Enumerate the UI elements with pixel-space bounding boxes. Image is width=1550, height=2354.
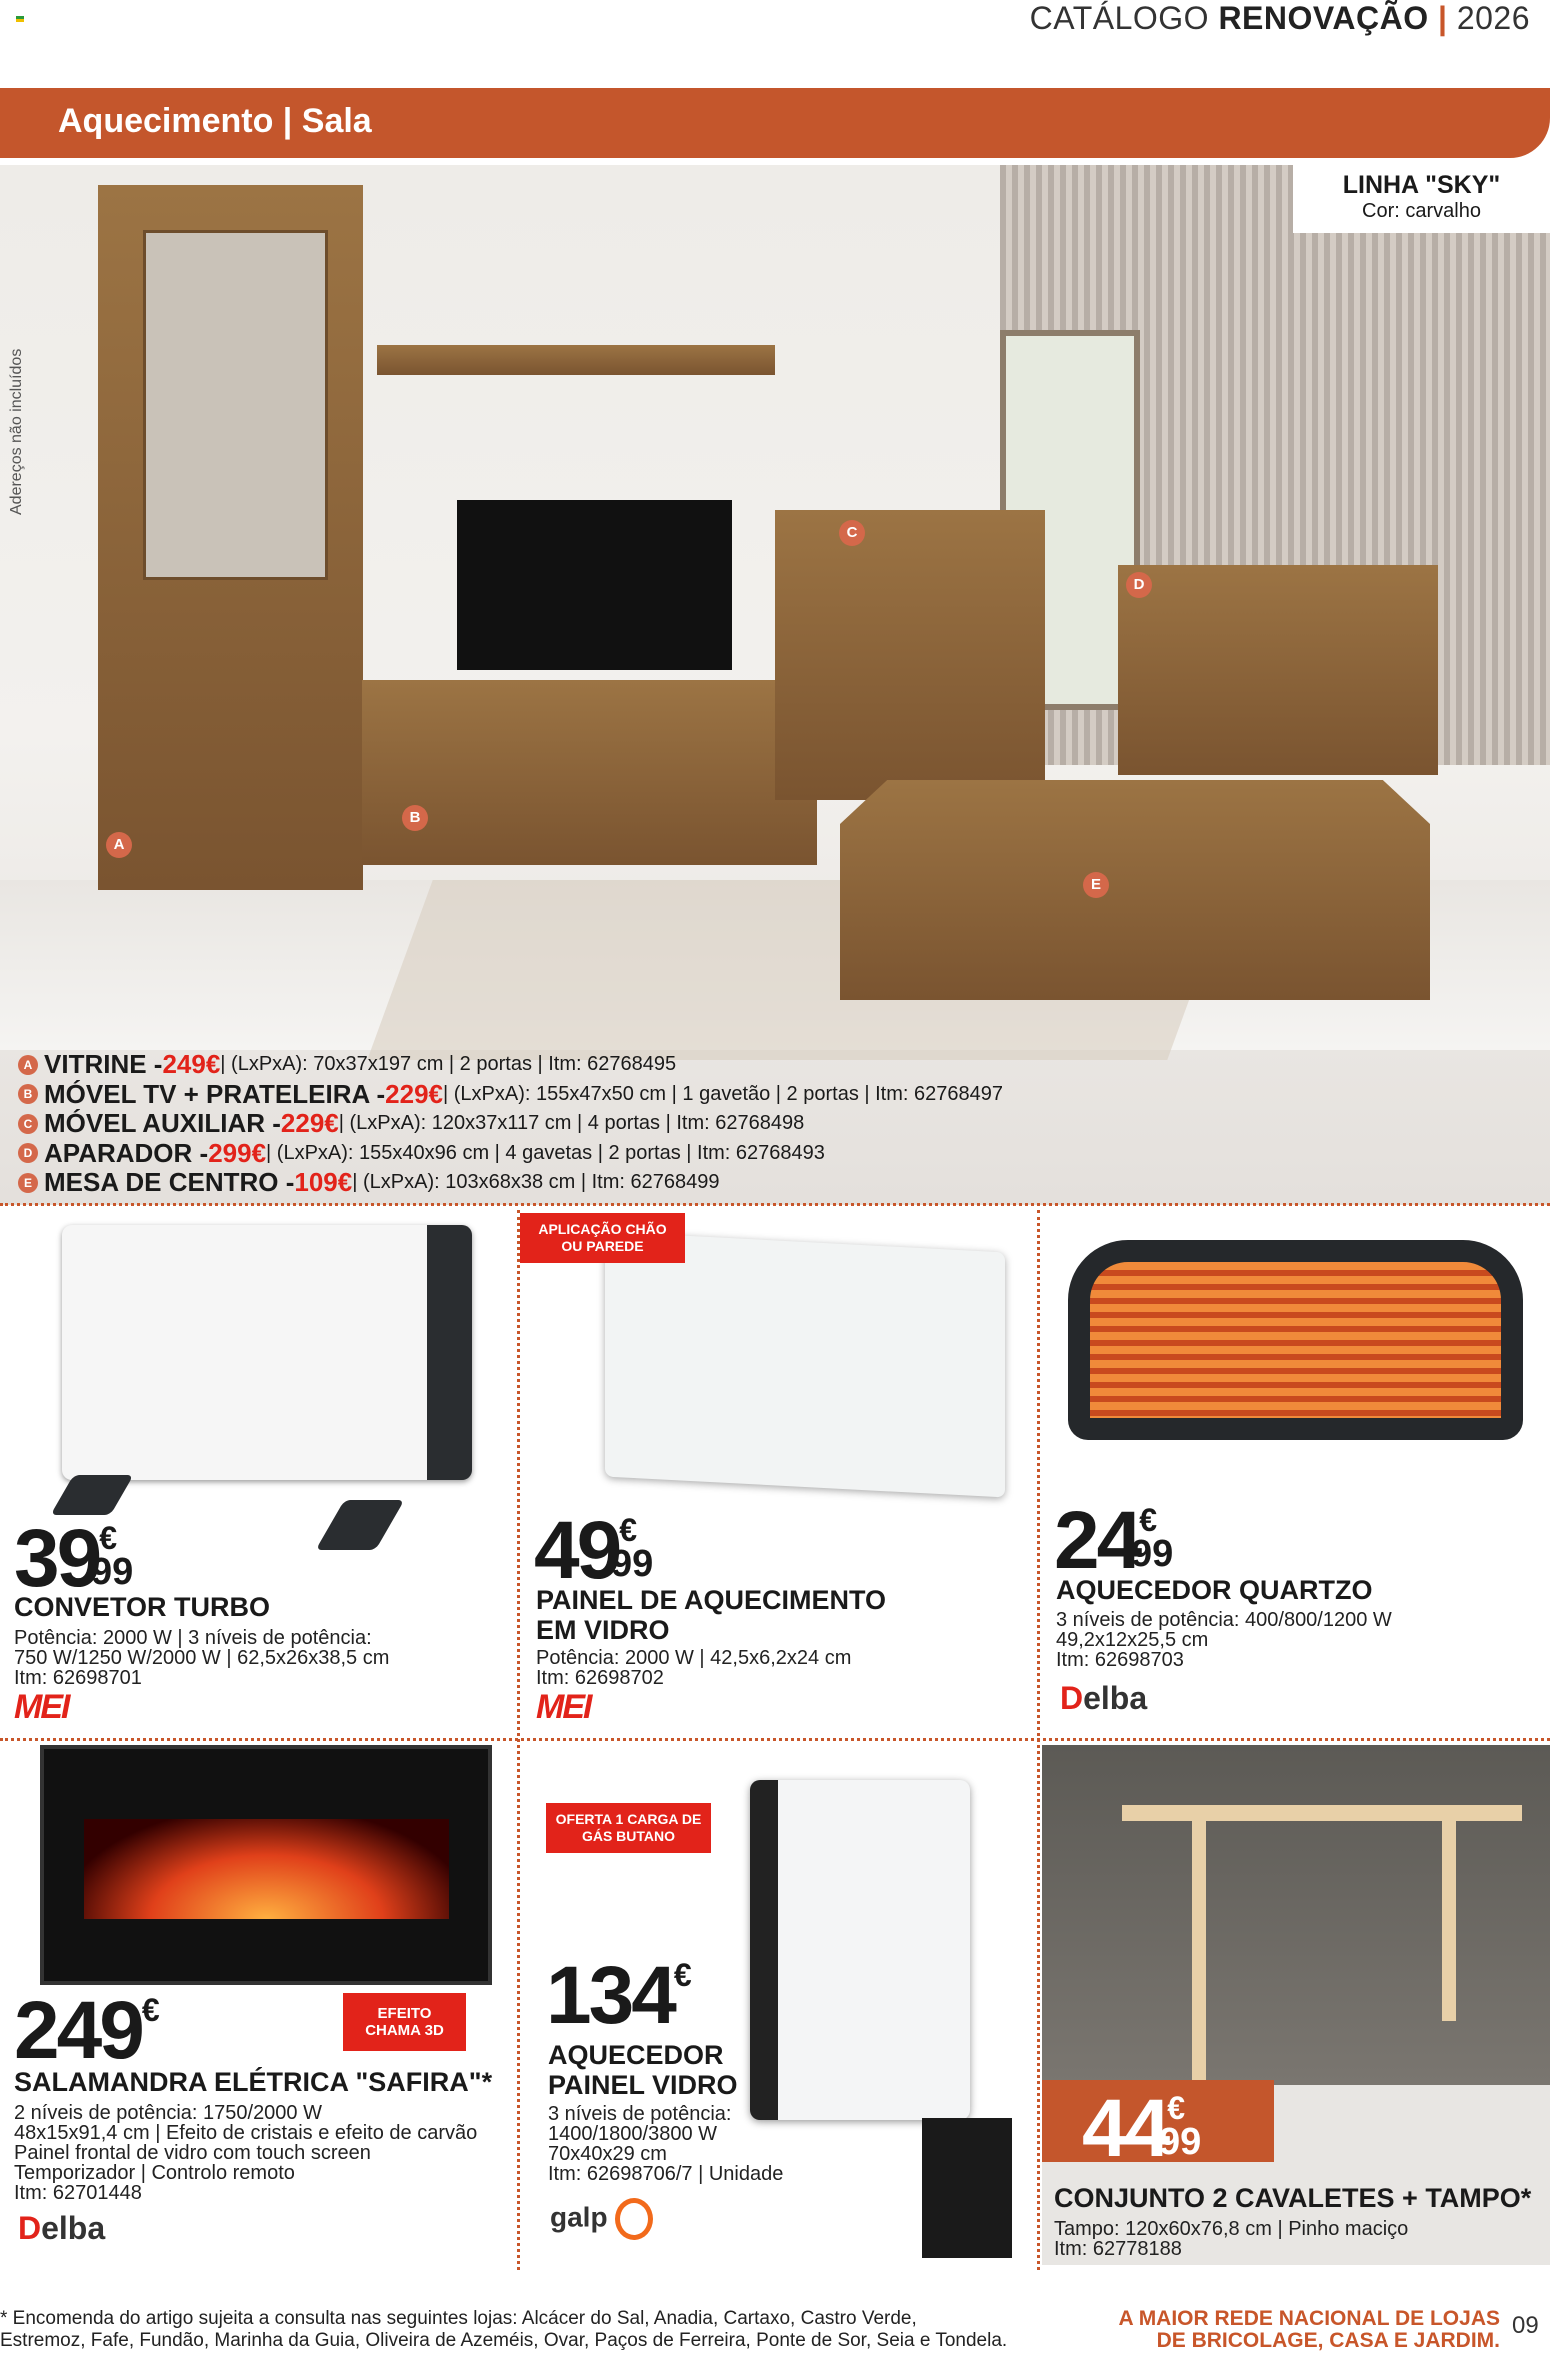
brand-logo-elba: Delba: [18, 2210, 106, 2246]
auxiliary-cabinet: [775, 510, 1045, 800]
furniture-list: [18, 1050, 1003, 1198]
marker-b: B: [402, 805, 428, 831]
marker-c: C: [839, 520, 865, 546]
divider: [1037, 1210, 1040, 2270]
coffee-table: [840, 780, 1430, 1000]
price: $49^€_{99}$: [534, 1505, 654, 1596]
table-top: [1122, 1805, 1522, 1821]
item-price: 229€: [280, 1108, 339, 1138]
item-name: MÓVEL AUXILIAR -: [44, 1108, 281, 1138]
product-name: CONVETOR TURBO: [14, 1592, 271, 1622]
price: $39^€_{99}$: [14, 1513, 134, 1604]
catalog-header: CATÁLOGO RENOVAÇÃO | 2026: [1029, 0, 1530, 36]
item-price: 109€: [294, 1167, 353, 1197]
product-desc: Tampo: 120x60x76,8 cm | Pinho maciço Itm: 62778188: [1054, 2218, 1409, 2260]
product-name: SALAMANDRA ELÉTRICA "SAFIRA"*: [14, 2067, 493, 2097]
section-banner: [0, 88, 1550, 158]
section-title: Aquecimento | Sala: [58, 102, 372, 140]
footnote: * Encomenda do artigo sujeita a consulta nas seguintes lojas: Alcácer do Sal, Anadia, Cartaxo, Castro Verde, Estremoz, Fafe, Fundão, Marinha da Guia, Oliveira de Azeméis, Ovar, Paços de Ferreira, Ponte de Sor, Seia e Tondela.: [0, 2308, 1008, 2351]
props-note: Adereços não incluídos: [8, 348, 25, 515]
tv: [457, 500, 732, 670]
trestle-leg: [1442, 1821, 1456, 2021]
gas-bottle-heater-image: [922, 2118, 1012, 2258]
vitrine-glass: [143, 230, 328, 580]
list-item: [18, 1109, 1003, 1139]
item-details: | (LxPxA): 103x68x38 cm | Itm: 62768499: [352, 1171, 720, 1193]
product-desc: 3 níveis de potência: 1400/1800/3800 W 70x40x29 cm Itm: 62698706/7 | Unidade: [548, 2103, 784, 2185]
list-item: [18, 1080, 1003, 1110]
brand-logo-elba: Delba: [1060, 1680, 1148, 1716]
gas-heater-image: [750, 1780, 970, 2120]
promo-tag: APLICAÇÃO CHÃO OU PAREDE: [520, 1213, 685, 1263]
letter-badge: B: [18, 1084, 38, 1104]
letter-badge: E: [18, 1173, 38, 1193]
letter-badge: A: [18, 1055, 38, 1075]
letter-badge: C: [18, 1114, 38, 1134]
marker-d: D: [1126, 572, 1152, 598]
item-details: | (LxPxA): 155x40x96 cm | 4 gavetas | 2 portas | Itm: 62768493: [266, 1141, 825, 1164]
price: 134€: [546, 1950, 692, 2041]
line-color: Cor: carvalho: [1362, 200, 1481, 222]
quartz-heater-image: [1068, 1240, 1523, 1440]
price: 249€: [14, 1985, 160, 2076]
product-desc: Potência: 2000 W | 3 níveis de potência: 750 W/1250 W/2000 W | 62,5x26x38,5 cm Itm: 62698701: [14, 1627, 390, 1689]
promo-tag: OFERTA 1 CARGA DE GÁS BUTANO: [546, 1803, 711, 1853]
item-price: 299€: [208, 1137, 267, 1168]
list-item: [18, 1139, 1003, 1169]
product-desc: 2 níveis de potência: 1750/2000 W 48x15x91,4 cm | Efeito de cristais e efeito de carvão Painel frontal de vidro com touch screen Temporizador | Controlo remoto Itm: 62701448: [14, 2102, 478, 2204]
product-desc: Potência: 2000 W | 42,5x6,2x24 cm Itm: 62698702: [536, 1647, 852, 1689]
item-name: MÓVEL TV + PRATELEIRA -: [44, 1078, 386, 1109]
item-name: APARADOR -: [44, 1137, 209, 1168]
slogan: A MAIOR REDE NACIONAL DE LOJAS DE BRICOLAGE, CASA E JARDIM.: [1118, 2307, 1500, 2352]
tv-unit: [362, 680, 817, 865]
wall-shelf: [377, 345, 775, 375]
list-item: [18, 1050, 1003, 1080]
item-name: VITRINE -: [44, 1049, 163, 1079]
product-name: AQUECEDOR QUARTZO: [1056, 1575, 1373, 1605]
flame: [84, 1819, 449, 1919]
trestle-leg: [1192, 1821, 1206, 2081]
item-details: | (LxPxA): 120x37x117 cm | 4 portas | Itm: 62768498: [338, 1112, 805, 1134]
convector-image: [62, 1225, 472, 1480]
product-name: CONJUNTO 2 CAVALETES + TAMPO*: [1054, 2183, 1532, 2213]
item-details: | (LxPxA): 155x47x50 cm | 1 gavetão | 2 portas | Itm: 62768497: [443, 1082, 1003, 1105]
convector-foot: [316, 1500, 405, 1550]
marker-e: E: [1083, 872, 1109, 898]
brand-logo-mei: MEI: [536, 1688, 591, 1726]
item-name: MESA DE CENTRO -: [44, 1167, 295, 1197]
list-item: [18, 1168, 1003, 1198]
product-desc: 3 níveis de potência: 400/800/1200 W 49,2x12x25,5 cm Itm: 62698703: [1056, 1609, 1392, 1671]
divider: [0, 1203, 1550, 1206]
electric-fireplace-image: [40, 1745, 492, 1985]
item-price: 229€: [385, 1078, 444, 1109]
brand-logo-mei: MEI: [14, 1688, 69, 1726]
letter-badge: D: [18, 1143, 38, 1163]
line-title: LINHA "SKY": [1342, 171, 1501, 199]
marker-a: A: [106, 832, 132, 858]
convector-foot: [50, 1475, 133, 1515]
brand-logo-galp: galp: [550, 2198, 653, 2240]
trestle-table-image: [1042, 1745, 1550, 2085]
galp-icon: [615, 2198, 653, 2240]
product-line-label: [1293, 163, 1550, 233]
page-number: 09: [1512, 2312, 1539, 2339]
item-price: 249€: [162, 1049, 221, 1079]
flag-icon: [16, 16, 24, 22]
product-name: AQUECEDOR PAINEL VIDRO: [548, 2040, 738, 2100]
sideboard: [1118, 565, 1438, 775]
price: $24^€_{99}$: [1054, 1495, 1174, 1586]
item-details: | (LxPxA): 70x37x197 cm | 2 portas | Itm: 62768495: [220, 1053, 677, 1075]
glass-panel-image: [605, 1232, 1005, 1498]
divider: [517, 1210, 520, 2270]
promo-tag: EFEITO CHAMA 3D: [343, 1993, 466, 2051]
product-name: PAINEL DE AQUECIMENTO EM VIDRO: [536, 1585, 887, 1645]
price: $44^€_{99}$: [1082, 2083, 1202, 2174]
divider: [0, 1738, 1550, 1741]
